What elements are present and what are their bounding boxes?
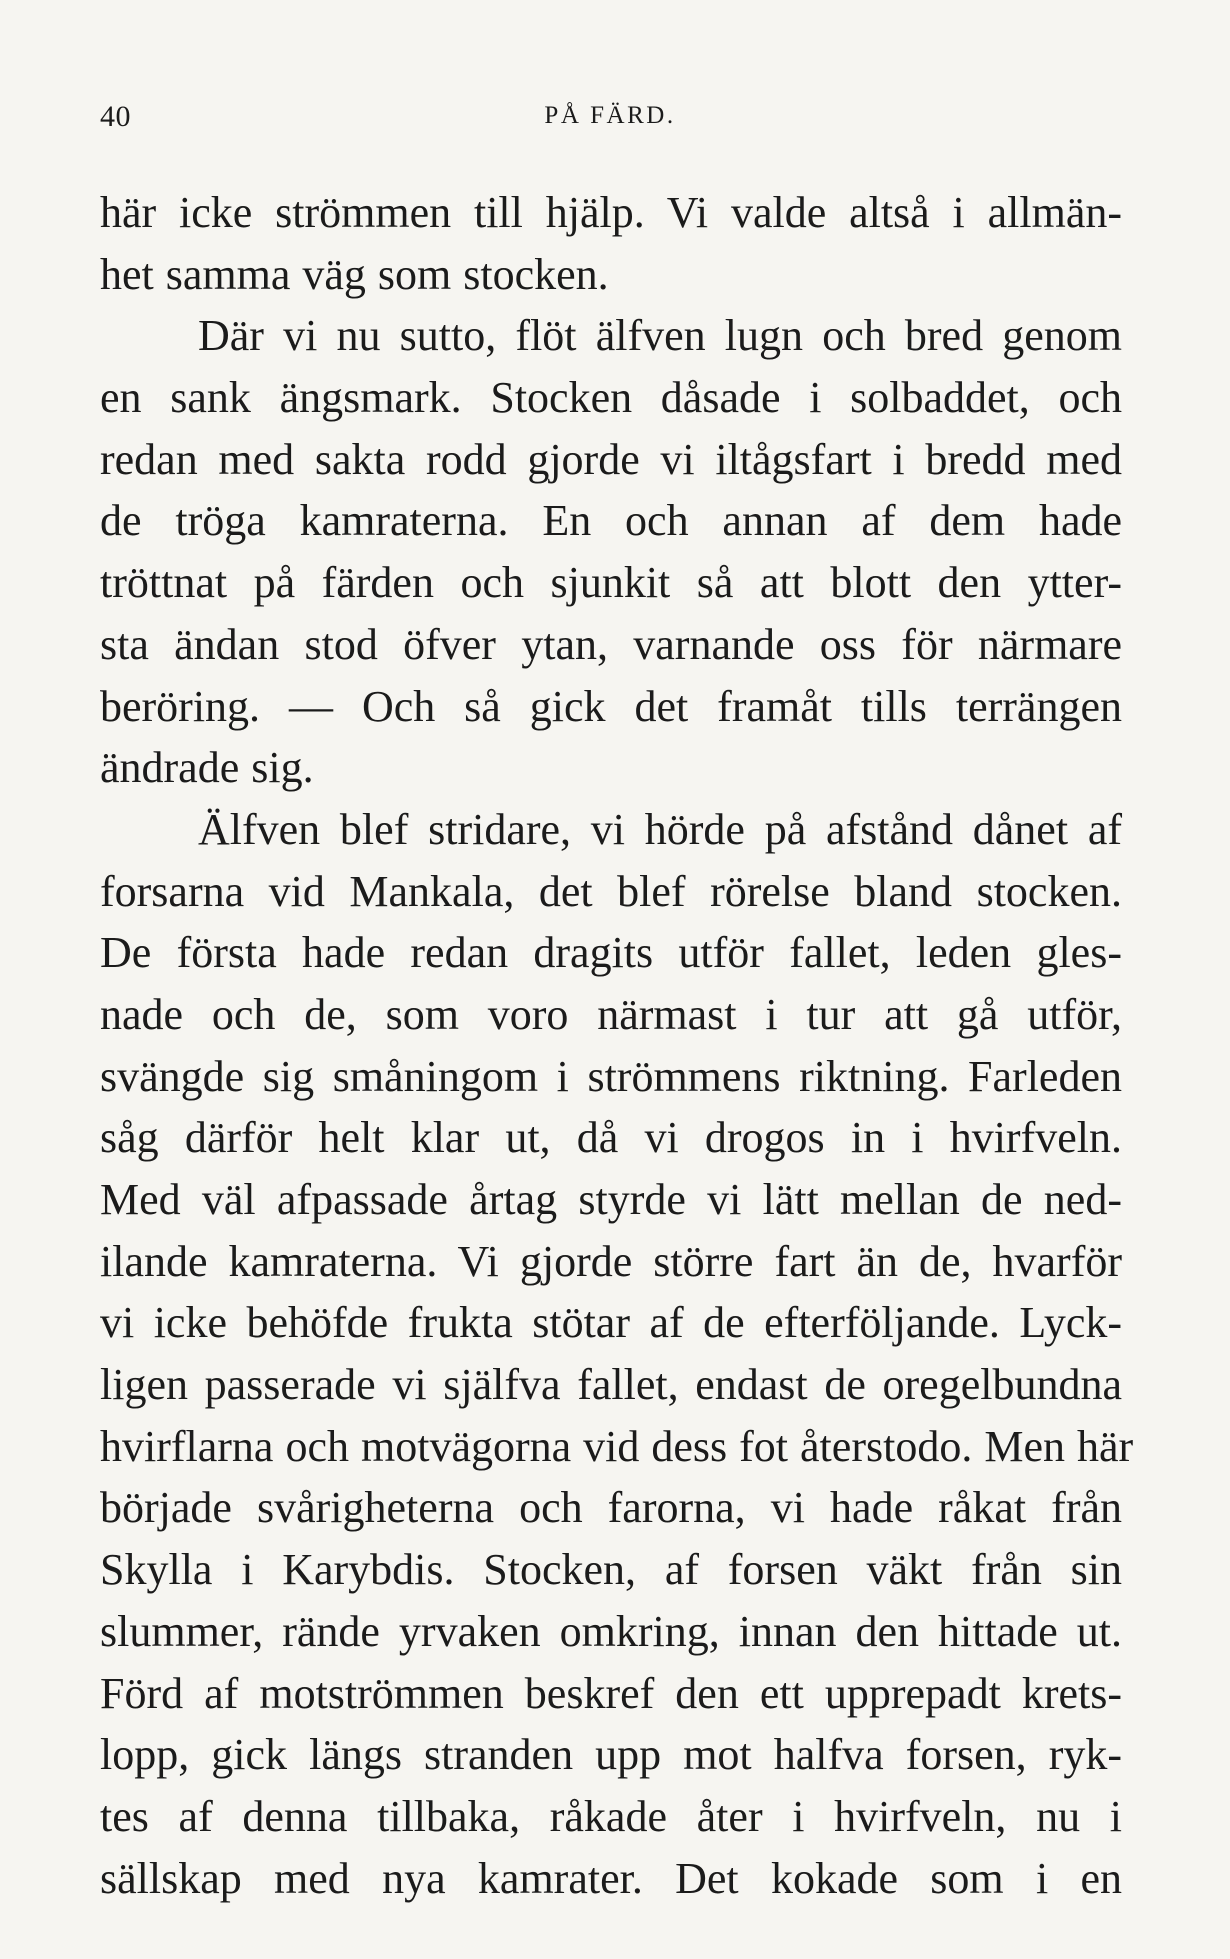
text-line: Med väl afpassade årtag styrde vi lätt mellan de ned- <box>100 1175 1122 1224</box>
text-line: sällskap med nya kamrater. Det kokade som i en <box>100 1853 1122 1903</box>
text-line: tröttnat på färden och sjunkit så att blott den ytter- <box>100 558 1122 608</box>
text-line: ilande kamraterna. Vi gjorde större fart än de, hvarför <box>100 1236 1122 1286</box>
text-line: het samma väg som stocken. <box>100 249 609 299</box>
text-line: de tröga kamraterna. En och annan af dem hade <box>100 496 1122 546</box>
text-line: här icke strömmen till hjälp. Vi valde altså i allmän- <box>100 188 1122 237</box>
paragraph-first-line: Där vi nu sutto, flöt älfven lugn och bred genom <box>198 311 1122 361</box>
text-line: vi icke behöfde frukta stötar af de efterföljande. Lyck- <box>100 1298 1122 1348</box>
text-line: började svårigheterna och farorna, vi hade råkat från <box>100 1483 1122 1533</box>
paragraph-first-line: Älfven blef stridare, vi hörde på afstånd dånet af <box>198 804 1122 854</box>
text-line: ändrade sig. <box>100 743 314 793</box>
text-line: lopp, gick längs stranden upp mot halfva forsen, ryk- <box>100 1730 1122 1780</box>
text-line: beröring. — Och så gick det framåt tills terrängen <box>100 681 1122 731</box>
text-line: De första hade redan dragits utför fallet, leden gles- <box>100 928 1122 978</box>
text-line: tes af denna tillbaka, råkade åter i hvirfveln, nu i <box>100 1791 1122 1841</box>
text-line: ligen passerade vi själfva fallet, endast de oregelbundna <box>100 1360 1122 1410</box>
text-line: Skylla i Karybdis. Stocken, af forsen väkt från sin <box>100 1545 1122 1595</box>
page-number: 40 <box>100 100 131 133</box>
text-line: slummer, rände yrvaken omkring, innan den hittade ut. <box>100 1606 1122 1656</box>
text-line: hvirflarna och motvägorna vid dess fot återstodo. Men här <box>100 1421 1134 1471</box>
running-head <box>100 100 1120 140</box>
text-line: forsarna vid Mankala, det blef rörelse bland stocken. <box>100 866 1122 916</box>
text-line: nade och de, som voro närmast i tur att gå utför, <box>100 989 1122 1039</box>
text-line: såg därför helt klar ut, då vi drogos in i hvirfveln. <box>100 1113 1122 1163</box>
text-line: svängde sig småningom i strömmens riktning. Farleden <box>100 1051 1122 1101</box>
text-line: sta ändan stod öfver ytan, varnande oss för närmare <box>100 619 1122 669</box>
text-line: redan med sakta rodd gjorde vi iltågsfart i bredd med <box>100 434 1122 484</box>
text-line: Förd af motströmmen beskref den ett upprepadt krets- <box>100 1668 1122 1718</box>
text-line: en sank ängsmark. Stocken dåsade i solbaddet, och <box>100 373 1122 423</box>
body-text <box>100 182 1134 1909</box>
running-title: PÅ FÄRD. <box>544 102 676 129</box>
